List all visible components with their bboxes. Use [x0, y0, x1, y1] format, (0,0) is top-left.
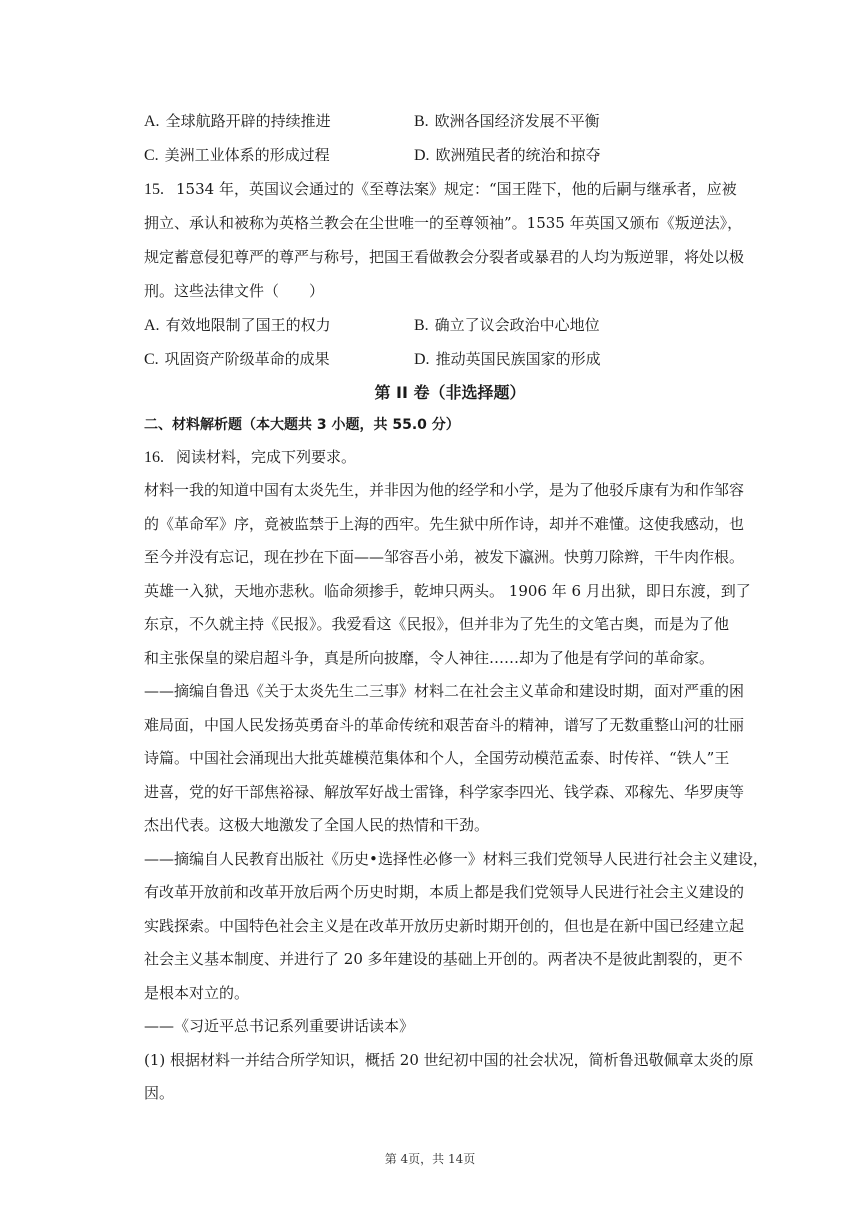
q15-number: 15. [144, 181, 164, 198]
page-footer: 第 4页，共 14页 [384, 1152, 476, 1166]
q16-number: 16. [144, 449, 164, 466]
q16-subquestion-1-line: 因。 [144, 1084, 175, 1102]
q16-material-line: 材料一我的知道中国有太炎先生，并非因为他的经学和小学，是为了他驳斥康有为和作邹容 [144, 481, 745, 499]
q16-material-line: 和主张保皇的梁启超斗争，真是所向披靡，令人神往……却为了他是有学问的革命家。 [144, 648, 715, 667]
q14-option-a[interactable]: A. 全球航路开辟的持续推进 [144, 112, 331, 130]
q14-options-row-2 [144, 138, 756, 172]
q16-material-line: 英雄一入狱，天地亦悲秋。临命须掺手，乾坤只两头。 1906 年 6 月出狱，即日东渡，到了 [144, 581, 751, 600]
q15-line-3: 规定蓄意侵犯尊严的尊严与称号，把国王看做教会分裂者或暴君的人均为叛逆罪，将处以极 [144, 248, 745, 266]
q16-material-line: 杰出代表。这极大地激发了全国人民的热情和干劲。 [144, 816, 490, 834]
q16-prompt: 16. 阅读材料，完成下列要求。 [144, 448, 357, 466]
q16-material [144, 474, 768, 1111]
q16-material-line: ——摘编自鲁迅《关于太炎先生二三事》材料二在社会主义革命和建设时期，面对严重的困 [144, 682, 745, 700]
q15-line-4: 刑。这些法律文件（ ） [144, 282, 325, 300]
q16-material-line: 的《革命军》序，竟被监禁于上海的西牢。先生狱中所作诗，却并不难懂。这使我感动，也 [144, 514, 745, 533]
q16-material-line: 进喜，党的好干部焦裕禄、解放军好战士雷锋，科学家李四光、钱学森、邓稼先、华罗庚等 [144, 782, 745, 801]
q15-option-c[interactable]: C. 巩固资产阶级革命的成果 [144, 350, 330, 368]
q16-material-line: 至今并没有忘记，现在抄在下面——邹容吾小弟，被发下瀛洲。快剪刀除辫，干牛肉作根。 [144, 548, 745, 566]
q16-material-line: 诗篇。中国社会涌现出大批英雄模范集体和个人，全国劳动模范孟泰、时传祥、“铁人”王 [144, 749, 730, 767]
q14-option-c[interactable]: C. 美洲工业体系的形成过程 [144, 146, 330, 164]
q16-material-line: ——摘编自人民教育出版社《历史•选择性必修一》材料三我们党领导人民进行社会主义建设， [144, 849, 768, 868]
section2-title: 二、材料解析题（本大题共 3 小题，共 55.0 分） [144, 417, 460, 433]
q16-material-line: 社会主义基本制度、并进行了 20 多年建设的基础上开创的。两者决不是彼此割裂的，更不 [144, 950, 743, 968]
page-content [144, 104, 768, 1111]
q16-subquestion-1-line: (1) 根据材料一并结合所学知识，概括 20 世纪初中国的社会状况，简析鲁迅敬佩章太炎的原 [144, 1050, 754, 1069]
part2-title: 第 II 卷（非选择题） [374, 383, 526, 402]
q14-option-b[interactable]: B. 欧洲各国经济发展不平衡 [414, 112, 600, 130]
q15-line-2: 拥立、承认和被称为英格兰教会在尘世唯一的至尊领袖”。1535 年英国又颁布《叛逆法》， [144, 214, 743, 232]
q16-material-line: ——《习近平总书记系列重要讲话读本》 [144, 1017, 415, 1035]
q15-option-d[interactable]: D. 推动英国民族国家的形成 [414, 350, 601, 368]
q16-material-line: 有改革开放前和改革开放后两个历史时期，本质上都是我们党领导人民进行社会主义建设的 [144, 883, 745, 901]
q14-options-row-1 [144, 104, 756, 138]
q16-material-line: 东京，不久就主持《民报》。我爱看这《民报》，但并非为了先生的文笔古奥，而是为了他 [144, 615, 730, 633]
q16-material-line: 难局面，中国人民发扬英勇奋斗的革命传统和艰苦奋斗的精神，谱写了无数重整山河的壮丽 [144, 715, 745, 734]
q15-option-b[interactable]: B. 确立了议会政治中心地位 [414, 316, 600, 334]
q15-option-a[interactable]: A. 有效地限制了国王的权力 [144, 316, 331, 334]
q14-option-d[interactable]: D. 欧洲殖民者的统治和掠夺 [414, 146, 601, 164]
q15-options-row-2 [144, 342, 756, 376]
q15-options-row-1 [144, 308, 756, 342]
q15-line-1: 15. 1534 年，英国议会通过的《至尊法案》规定：“国王陛下，他的后嗣与继承者，应被 [144, 180, 737, 198]
q16-material-line: 实践探索。中国特色社会主义是在改革开放历史新时期开创的，但也是在新中国已经建立起 [144, 916, 745, 935]
q16-material-line: 是根本对立的。 [144, 983, 250, 1002]
